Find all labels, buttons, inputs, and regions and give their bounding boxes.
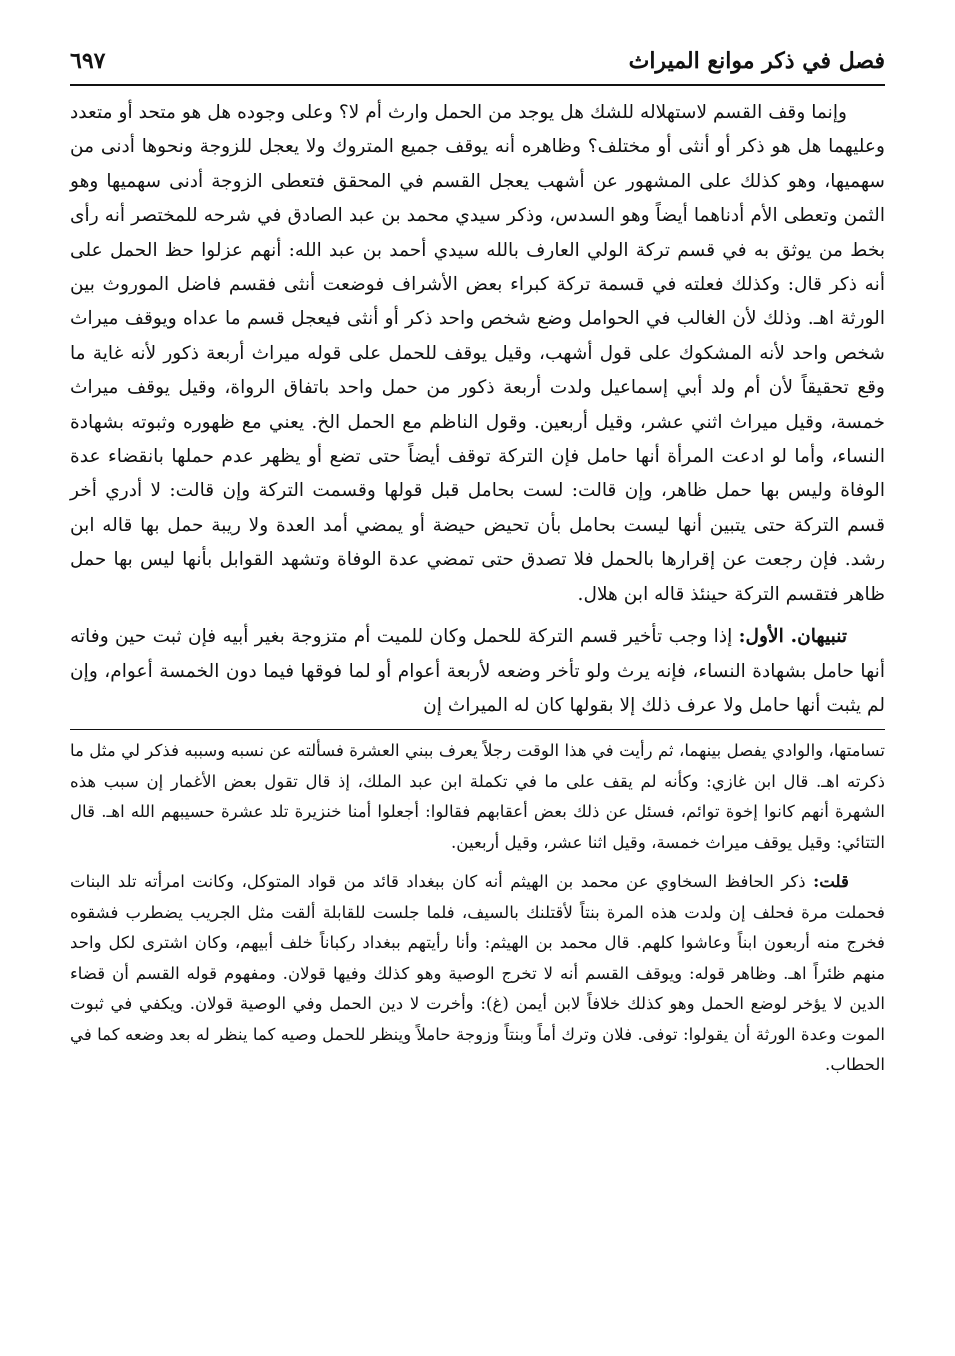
footnote-paragraph-2 <box>70 866 885 1081</box>
book-page <box>70 40 885 1081</box>
body-paragraph-2 <box>70 620 885 723</box>
body-paragraph-1: وإنما وقف القسم لاستهلاله للشك هل يوجد من الحمل وارث أم لا؟ وعلى وجوده هل هو متحد أو متعدد وعليهما هل هو ذكر أو أنثى أو مختلف؟ وظاهره أنه يوقف جميع المتروك ولا يعجل للزوجة ونحوها أدنى من سهميها، وهو كذلك على المشهور عن أشهب يعجل القسم في المحقق فتعطى الزوجة أدنى سهميها وهو الثمن وتعطى الأم أدناهما أيضاً وهو السدس، وذكر سيدي محمد بن عبد الصادق في شرحه للمختصر أنه رأى بخط من يوثق به في قسم تركة الولي العارف بالله سيدي أحمد بن عبد الله: أنهم عزلوا حظ الحمل على أنه ذكر قال: وكذلك فعلته في قسمة تركة كبراء بعض الأشراف فوضعت أنثى فقسم فاضل الموروث بين الورثة اهـ. وذلك لأن الغالب في الحوامل وضع شخص واحد ذكر أو أنثى فيعجل قسم ما عداه ويوقف ميراث شخص واحد لأنه المشكوك على قول أشهب، وقيل يوقف للحمل على قوله ميراث أربعة ذكور لأنه غاية ما وقع تحقيقاً لأن أم ولد أبي إسماعيل ولدت أربعة ذكور من حمل واحد باتفاق الرواة، وقيل يوقف ميراث خمسة، وقيل ميراث اثني عشر، وقيل أربعين. وقول الناظم مع الحمل الخ. يعني مع ظهوره وثبوته بشهادة النساء، وأما لو ادعت المرأة أنها حامل فإن التركة توقف أيضاً حتى تضع أو يظهر عدم حملها بانقضاء عدة الوفاة وليس بها حمل ظاهر، وإن قالت: لست بحامل قبل قولها وقسمت التركة وإن قالت: لا أدري أخر قسم التركة حتى يتبين أنها ليست بحامل بأن تحيض حيضة أو يمضي أمد العدة ولا ريبة حمل بها قاله ابن رشد. فإن رجعت عن إقرارها بالحمل فلا تصدق حتى تمضي عدة الوفاة وتشهد القوابل بأنها ليس بها حمل ظاهر فتقسم التركة حينئذ قاله ابن هلال. <box>70 102 885 605</box>
qultu-label: قلت: <box>813 871 849 892</box>
note-label: تنبيهان. الأول: <box>738 626 848 648</box>
page-header <box>70 40 885 86</box>
page-number: ٦٩٧ <box>70 48 106 74</box>
footnote-paragraph-2-text: ذكر الحافظ السخاوي عن محمد بن الهيثم أنه كان ببغداد قائد من قواد المتوكل، وكانت امرأته تلد البنات فحملت مرة فحلف إن ولدت هذه المرة بنتاً لأقتلنك بالسيف، فلما جلست للقابلة ألقت مثل الجريب يضطرب فشقوه فخرج منه أربعون ابناً وعاشوا كلهم. قال محمد بن الهيثم: وأنا رأيتهم ببغداد ركباناً خلف أبيهم، وكان اشترى لكل واحد منهم ظئراً اهـ. وظاهر قوله: ويوقف القسم أنه لا تخرج الوصية وهو كذلك وفيها قولان. ومفهوم قوله القسم أن قضاء الدين لا يؤخر لوضع الحمل وهو كذلك خلافاً لابن أيمن (غ): وأخرت لا دين الحمل وفي الوصية قولان. ويكفي في ثبوت الموت وعدة الورثة أن يقولوا: توفى. فلان وترك أماً وبنتاً وزوجة حاملاً وينظر للحمل وصيه كما ينظر له بعد وضعه كما في الحطاب. <box>70 872 885 1075</box>
header-rule <box>70 84 885 86</box>
main-text <box>70 96 885 723</box>
footnotes <box>70 736 885 1081</box>
footnote-paragraph-1: تسامتها، والوادي يفصل بينهما، ثم رأيت في هذا الوقت رجلاً يعرف ببني العشرة فسألته عن نسبه وسببه فذكر لي مثل ما ذكرته اهـ. قال ابن غازي: وكأنه لم يقف على ما في تكملة ابن عبد الملك، إذ قال تقول بعض الأغمار إن سبب هذه الشهرة أنهم كانوا إخوة توائم، فسئل عن ذلك بعض أعقابهم فقالوا: أجعلوا أمنا خنزيرة تلد عشرة حسيبهم الله اهـ. قال التتائي: وقيل يوقف ميراث خمسة، وقيل اثنا عشر، وقيل أربعين. <box>70 741 885 852</box>
body-paragraph-2-text: إذا وجب تأخير قسم التركة للحمل وكان للميت أم متزوجة بغير أبيه فإن ثبت حين وفاته أنها حامل بشهادة النساء، فإنه يرث ولو تأخر وضعه لأربعة أعوام أو لما فوقها فيما دون الخمسة أعوام، وإن لم يثبت أنها حامل ولا عرف ذلك إلا بقولها كان له الميراث إن <box>70 626 885 716</box>
chapter-title: فصل في ذكر موانع الميراث <box>628 48 885 74</box>
footnote-rule <box>70 729 885 730</box>
